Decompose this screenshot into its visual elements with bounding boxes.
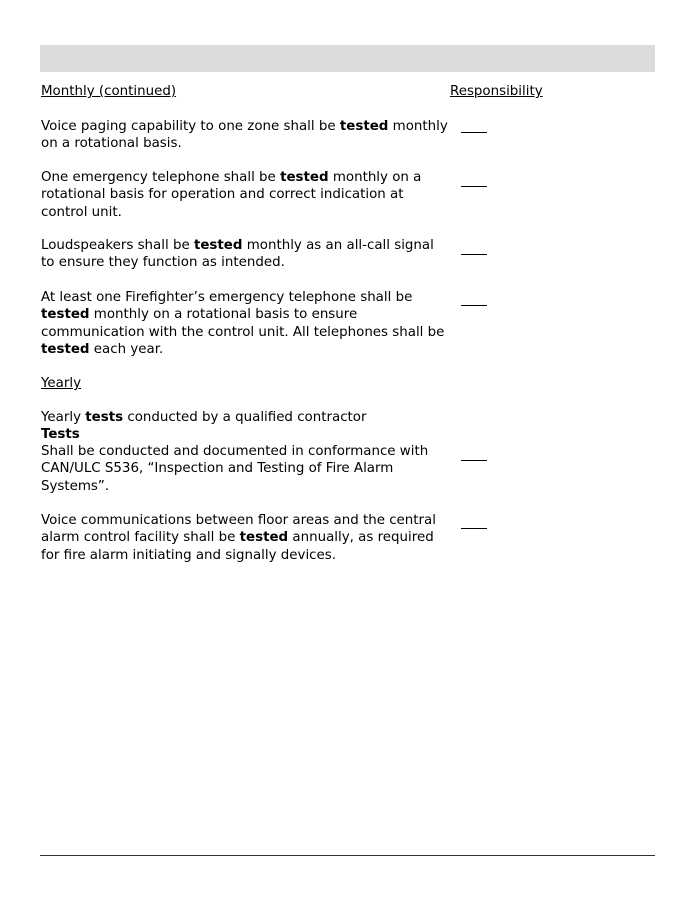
tests-heading: Tests [41,427,80,442]
tests-body: Shall be conducted and documented in conformance with CAN/ULC S536, “Inspection and Testing of Fire Alarm Systems”. [41,444,429,494]
responsibility-blank[interactable] [461,460,487,461]
section-title-monthly: Monthly (continued) [41,84,177,99]
responsibility-blank[interactable] [461,186,487,187]
monthly-item-emergency-telephone: One emergency telephone shall be tested monthly on a rotational basis for operation and correct indication at control unit. [41,170,422,220]
monthly-item-loudspeakers: Loudspeakers shall be tested monthly as an all-call signal to ensure they function as intended. [41,238,434,271]
responsibility-blank[interactable] [461,254,487,255]
responsibility-blank[interactable] [461,528,487,529]
monthly-item-firefighter-telephone: At least one Firefighter’s emergency telephone shall be tested monthly on a rotational basis to ensure communication with the control unit. All telephones shall be tested each year. [41,290,445,357]
yearly-intro: Yearly tests conducted by a qualified contractor [41,410,367,425]
responsibility-blank[interactable] [461,305,487,306]
yearly-item-voice-communications: Voice communications between floor areas and the central alarm control facility shall be tested annually, as required for fire alarm initiating and signally devices. [41,513,436,563]
monthly-item-voice-paging: Voice paging capability to one zone shall be tested monthly on a rotational basis. [41,119,448,152]
section-title-yearly: Yearly [41,376,81,391]
header-bar [40,45,655,72]
footer-divider [40,855,655,856]
responsibility-blank[interactable] [461,132,487,133]
responsibility-label: Responsibility [450,84,543,99]
